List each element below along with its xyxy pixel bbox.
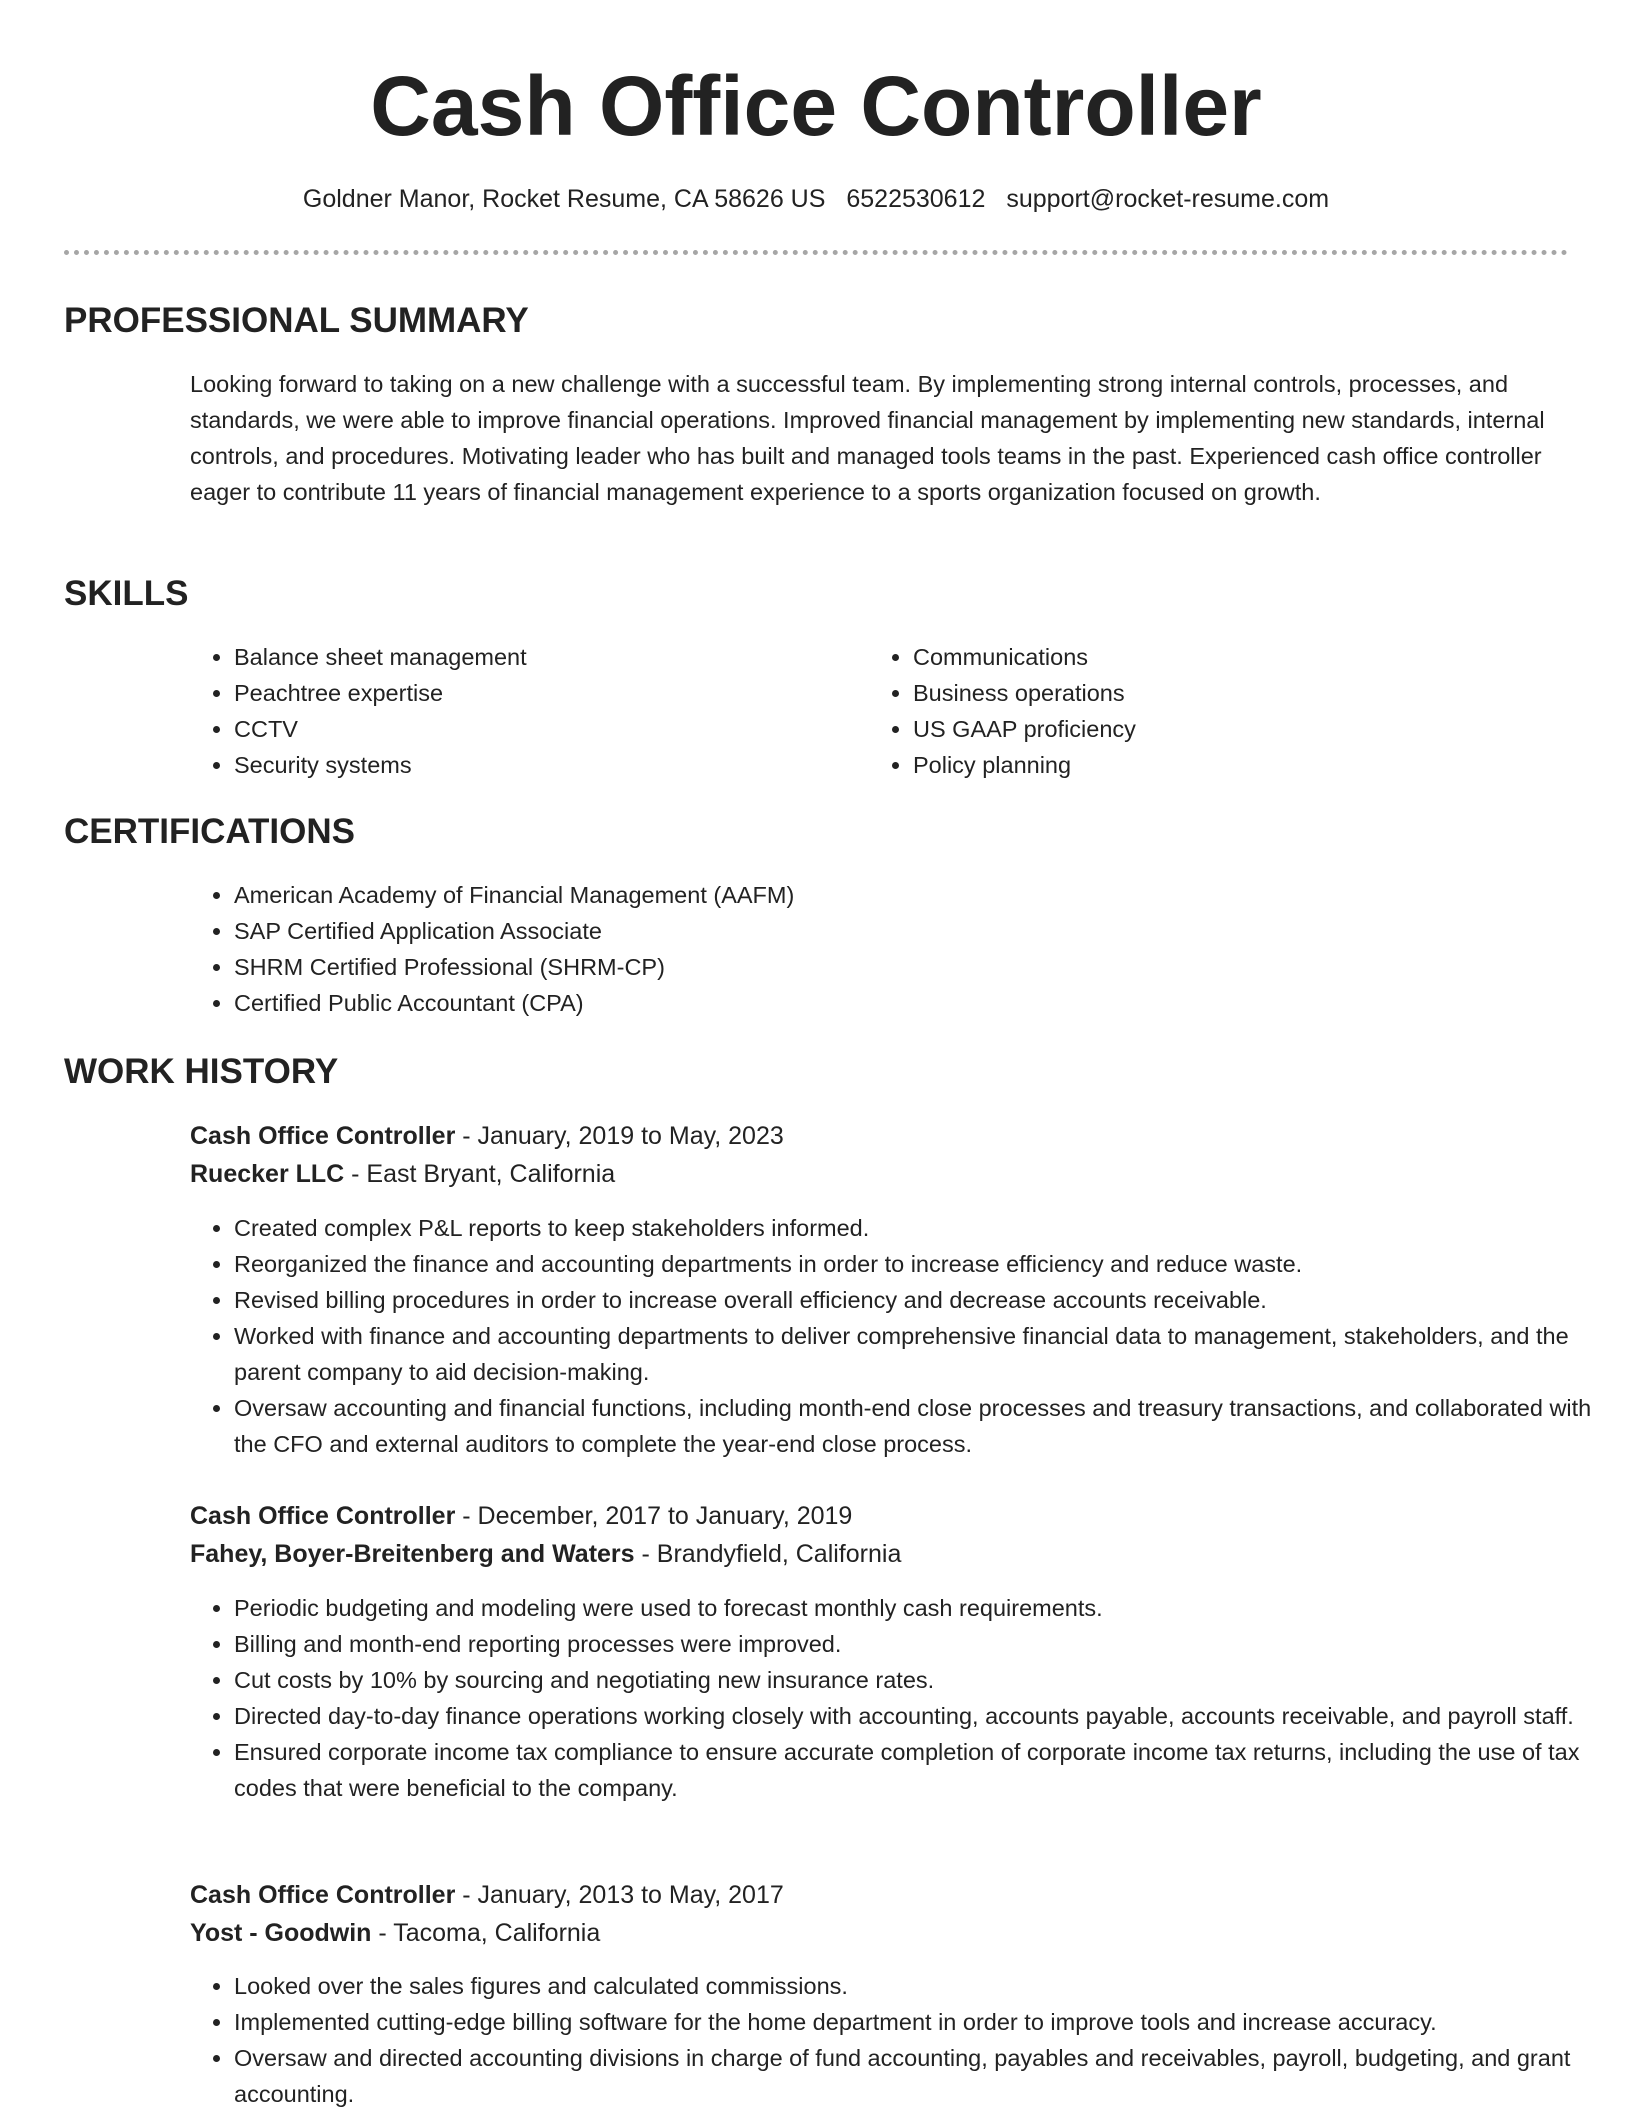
list-item: • Peachtree expertise	[234, 675, 834, 711]
job-bullets	[190, 1590, 1609, 1806]
list-item: • Revised billing procedures in order to increase overall efficiency and decrease accounts receivable.	[234, 1282, 1609, 1318]
job-title-line	[190, 1118, 784, 1154]
contact-email: support@rocket-resume.com	[1006, 185, 1330, 213]
list-item: • Certified Public Accountant (CPA)	[234, 985, 1534, 1021]
certifications-list	[190, 877, 1534, 1021]
job-bullets	[190, 1968, 1609, 2112]
list-item: • Cut costs by 10% by sourcing and negotiating new insurance rates.	[234, 1662, 1609, 1698]
job-company: Fahey, Boyer-Breitenberg and Waters	[190, 1540, 635, 1568]
list-item: • Created complex P&L reports to keep stakeholders informed.	[234, 1210, 1609, 1246]
list-item: • Implemented cutting-edge billing software for the home department in order to improve tools and increase accuracy.	[234, 2004, 1609, 2040]
skills-list-left	[190, 639, 834, 783]
section-title-certifications: CERTIFICATIONS	[64, 812, 356, 851]
list-item: • Oversaw and directed accounting divisions in charge of fund accounting, payables and receivables, payroll, budgeting, and grant accounting.	[234, 2040, 1609, 2112]
contact-phone: 6522530612	[846, 185, 986, 213]
job-company: Ruecker LLC	[190, 1160, 345, 1188]
list-item: • Oversaw accounting and financial functions, including month-end close processes and treasury transactions, and collaborated with the CFO and external auditors to complete the year-end close process.	[234, 1390, 1609, 1462]
job-role: Cash Office Controller	[190, 1881, 456, 1909]
job-title-line	[190, 1877, 784, 1913]
list-item: • Periodic budgeting and modeling were used to forecast monthly cash requirements.	[234, 1590, 1609, 1626]
contact-address: Goldner Manor, Rocket Resume, CA 58626 US	[302, 185, 826, 213]
contact-line	[0, 182, 1632, 216]
list-item: • Looked over the sales figures and calculated commissions.	[234, 1968, 1609, 2004]
list-item: • Balance sheet management	[234, 639, 834, 675]
section-title-work-history: WORK HISTORY	[64, 1052, 339, 1091]
list-item: • Business operations	[913, 675, 1513, 711]
list-item: • Communications	[913, 639, 1513, 675]
list-item: • Policy planning	[913, 747, 1513, 783]
job-location: - East Bryant, California	[344, 1160, 616, 1188]
job-role: Cash Office Controller	[190, 1122, 456, 1150]
list-item: • SAP Certified Application Associate	[234, 913, 1534, 949]
job-company-line	[190, 1915, 600, 1951]
job-location: - Brandyfield, California	[634, 1540, 902, 1568]
list-item: • Directed day-to-day finance operations working closely with accounting, accounts payable, accounts receivable, and payroll staff.	[234, 1698, 1609, 1734]
list-item: • American Academy of Financial Management (AAFM)	[234, 877, 1534, 913]
job-dates: - January, 2013 to May, 2017	[455, 1881, 784, 1909]
section-title-summary: PROFESSIONAL SUMMARY	[64, 301, 529, 340]
list-item: • Reorganized the finance and accounting departments in order to increase efficiency and reduce waste.	[234, 1246, 1609, 1282]
job-title-line	[190, 1498, 852, 1534]
job-dates: - January, 2019 to May, 2023	[455, 1122, 784, 1150]
job-company-line	[190, 1536, 901, 1572]
job-bullets	[190, 1210, 1609, 1462]
list-item: • Security systems	[234, 747, 834, 783]
job-location: - Tacoma, California	[371, 1919, 601, 1947]
list-item: • Billing and month-end reporting processes were improved.	[234, 1626, 1609, 1662]
candidate-name: Cash Office Controller	[370, 59, 1262, 153]
list-item: • Ensured corporate income tax compliance to ensure accurate completion of corporate income tax returns, including the use of tax codes that were beneficial to the company.	[234, 1734, 1609, 1806]
job-role: Cash Office Controller	[190, 1502, 456, 1530]
header-divider	[64, 250, 1568, 255]
section-title-skills: SKILLS	[64, 574, 189, 613]
job-company-line	[190, 1156, 615, 1192]
list-item: • Worked with finance and accounting departments to deliver comprehensive financial data to management, stakeholders, and the parent company to aid decision-making.	[234, 1318, 1609, 1390]
summary-text: Looking forward to taking on a new challenge with a successful team. By implementing strong internal controls, processes, and standards, we were able to improve financial operations. Improved financial management by implementing new standards, internal controls, and procedures. Motivating leader who has built and managed tools teams in the past. Experienced cash office controller eager to contribute 11 years of financial management experience to a sports organization focused on growth.	[190, 371, 1545, 505]
job-dates: - December, 2017 to January, 2019	[455, 1502, 853, 1530]
job-company: Yost - Goodwin	[190, 1919, 372, 1947]
list-item: • CCTV	[234, 711, 834, 747]
list-item: • US GAAP proficiency	[913, 711, 1513, 747]
skills-list-right	[869, 639, 1513, 783]
list-item: • SHRM Certified Professional (SHRM-CP)	[234, 949, 1534, 985]
